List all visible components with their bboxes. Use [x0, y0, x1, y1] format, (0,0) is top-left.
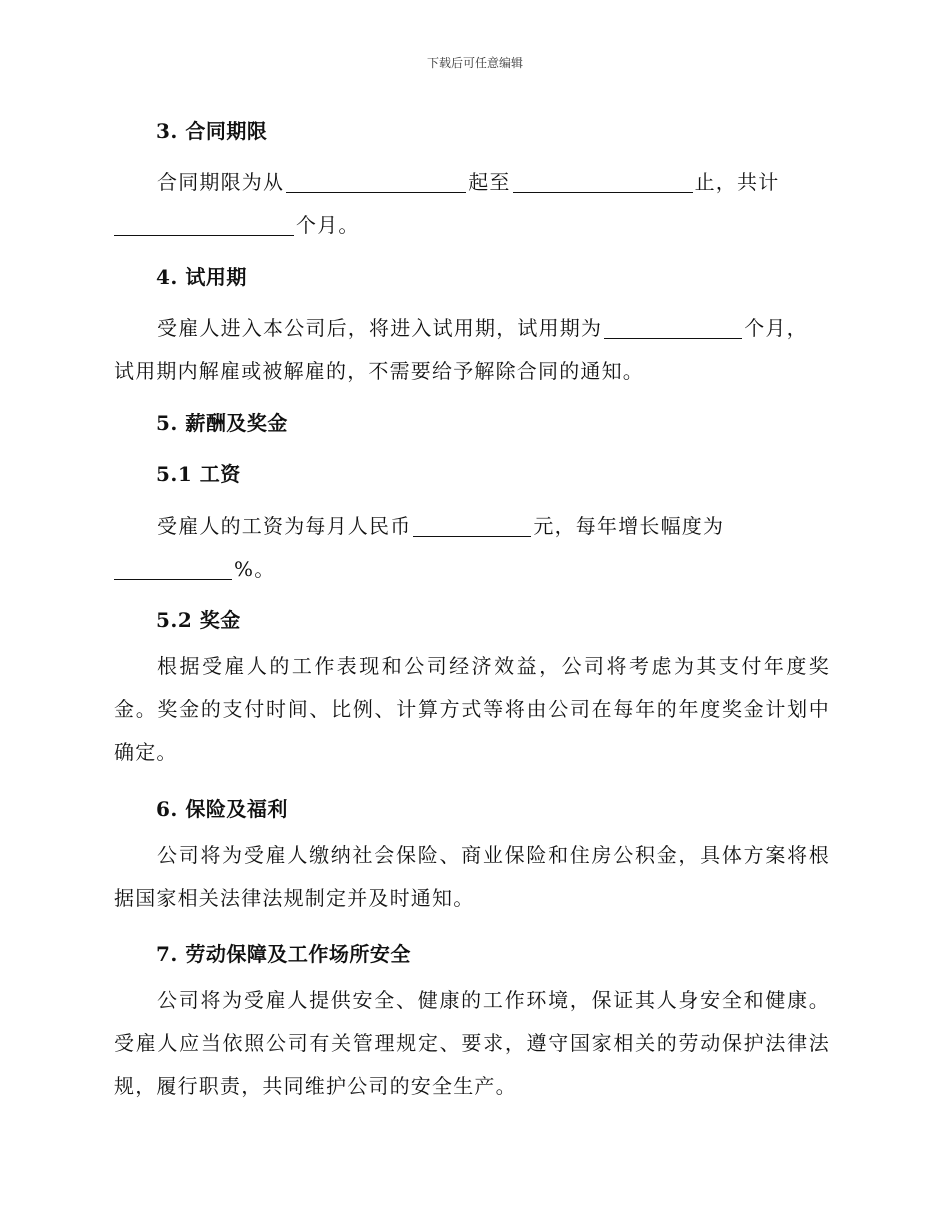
bonus-paragraph: 根据受雇人的工作表现和公司经济效益，公司将考虑为其支付年度奖金。奖金的支付时间、比例、计算方式等将由公司在每年的年度奖金计划中确定。 — [114, 654, 830, 764]
term-total-text: 止，共计 — [694, 170, 780, 194]
probation-months-text: 个月， — [744, 316, 808, 340]
end-date-blank[interactable] — [513, 172, 693, 193]
probation-months-blank[interactable] — [604, 318, 742, 339]
probation-text: 受雇人进入本公司后，将进入试用期，试用期为 — [157, 316, 603, 340]
term-line-1 — [157, 166, 779, 195]
section-title-insurance: 6. 保险及福利 — [156, 797, 288, 821]
salary-line-1 — [157, 510, 724, 539]
page-header: 下载后可任意编辑 — [426, 56, 523, 70]
safety-paragraph: 公司将为受雇人提供安全、健康的工作环境，保证其人身安全和健康。受雇人应当依照公司有关管理规定、要求，遵守国家相关的劳动保护法律法规，履行职责，共同维护公司的安全生产。 — [114, 988, 830, 1098]
section-title-safety: 7. 劳动保障及工作场所安全 — [156, 942, 411, 966]
salary-amount-blank[interactable] — [413, 516, 531, 537]
salary-text: 受雇人的工资为每月人民币 — [157, 514, 412, 538]
probation-line-2: 试用期内解雇或被解雇的，不需要给予解除合同的通知。 — [114, 359, 644, 383]
insurance-paragraph: 公司将为受雇人缴纳社会保险、商业保险和住房公积金，具体方案将根据国家相关法律法规制定并及时通知。 — [114, 843, 830, 910]
section-title-probation: 4. 试用期 — [156, 265, 247, 289]
subsection-title-bonus: 5.2 奖金 — [156, 608, 241, 632]
subsection-title-salary: 5.1 工资 — [156, 462, 241, 486]
probation-line-1 — [157, 312, 808, 341]
growth-percent-text: %。 — [234, 557, 276, 581]
section-title-pay: 5. 薪酬及奖金 — [156, 411, 288, 435]
months-total-blank[interactable] — [114, 215, 294, 236]
term-months-text: 个月。 — [296, 213, 360, 237]
term-from-text: 合同期限为从 — [157, 170, 285, 194]
salary-growth-text: 元，每年增长幅度为 — [533, 514, 725, 538]
salary-line-2 — [114, 553, 275, 582]
start-date-blank[interactable] — [286, 172, 466, 193]
term-to-text: 起至 — [468, 170, 511, 194]
section-title-term: 3. 合同期限 — [156, 119, 268, 143]
growth-rate-blank[interactable] — [114, 559, 232, 580]
term-line-2 — [114, 209, 360, 238]
